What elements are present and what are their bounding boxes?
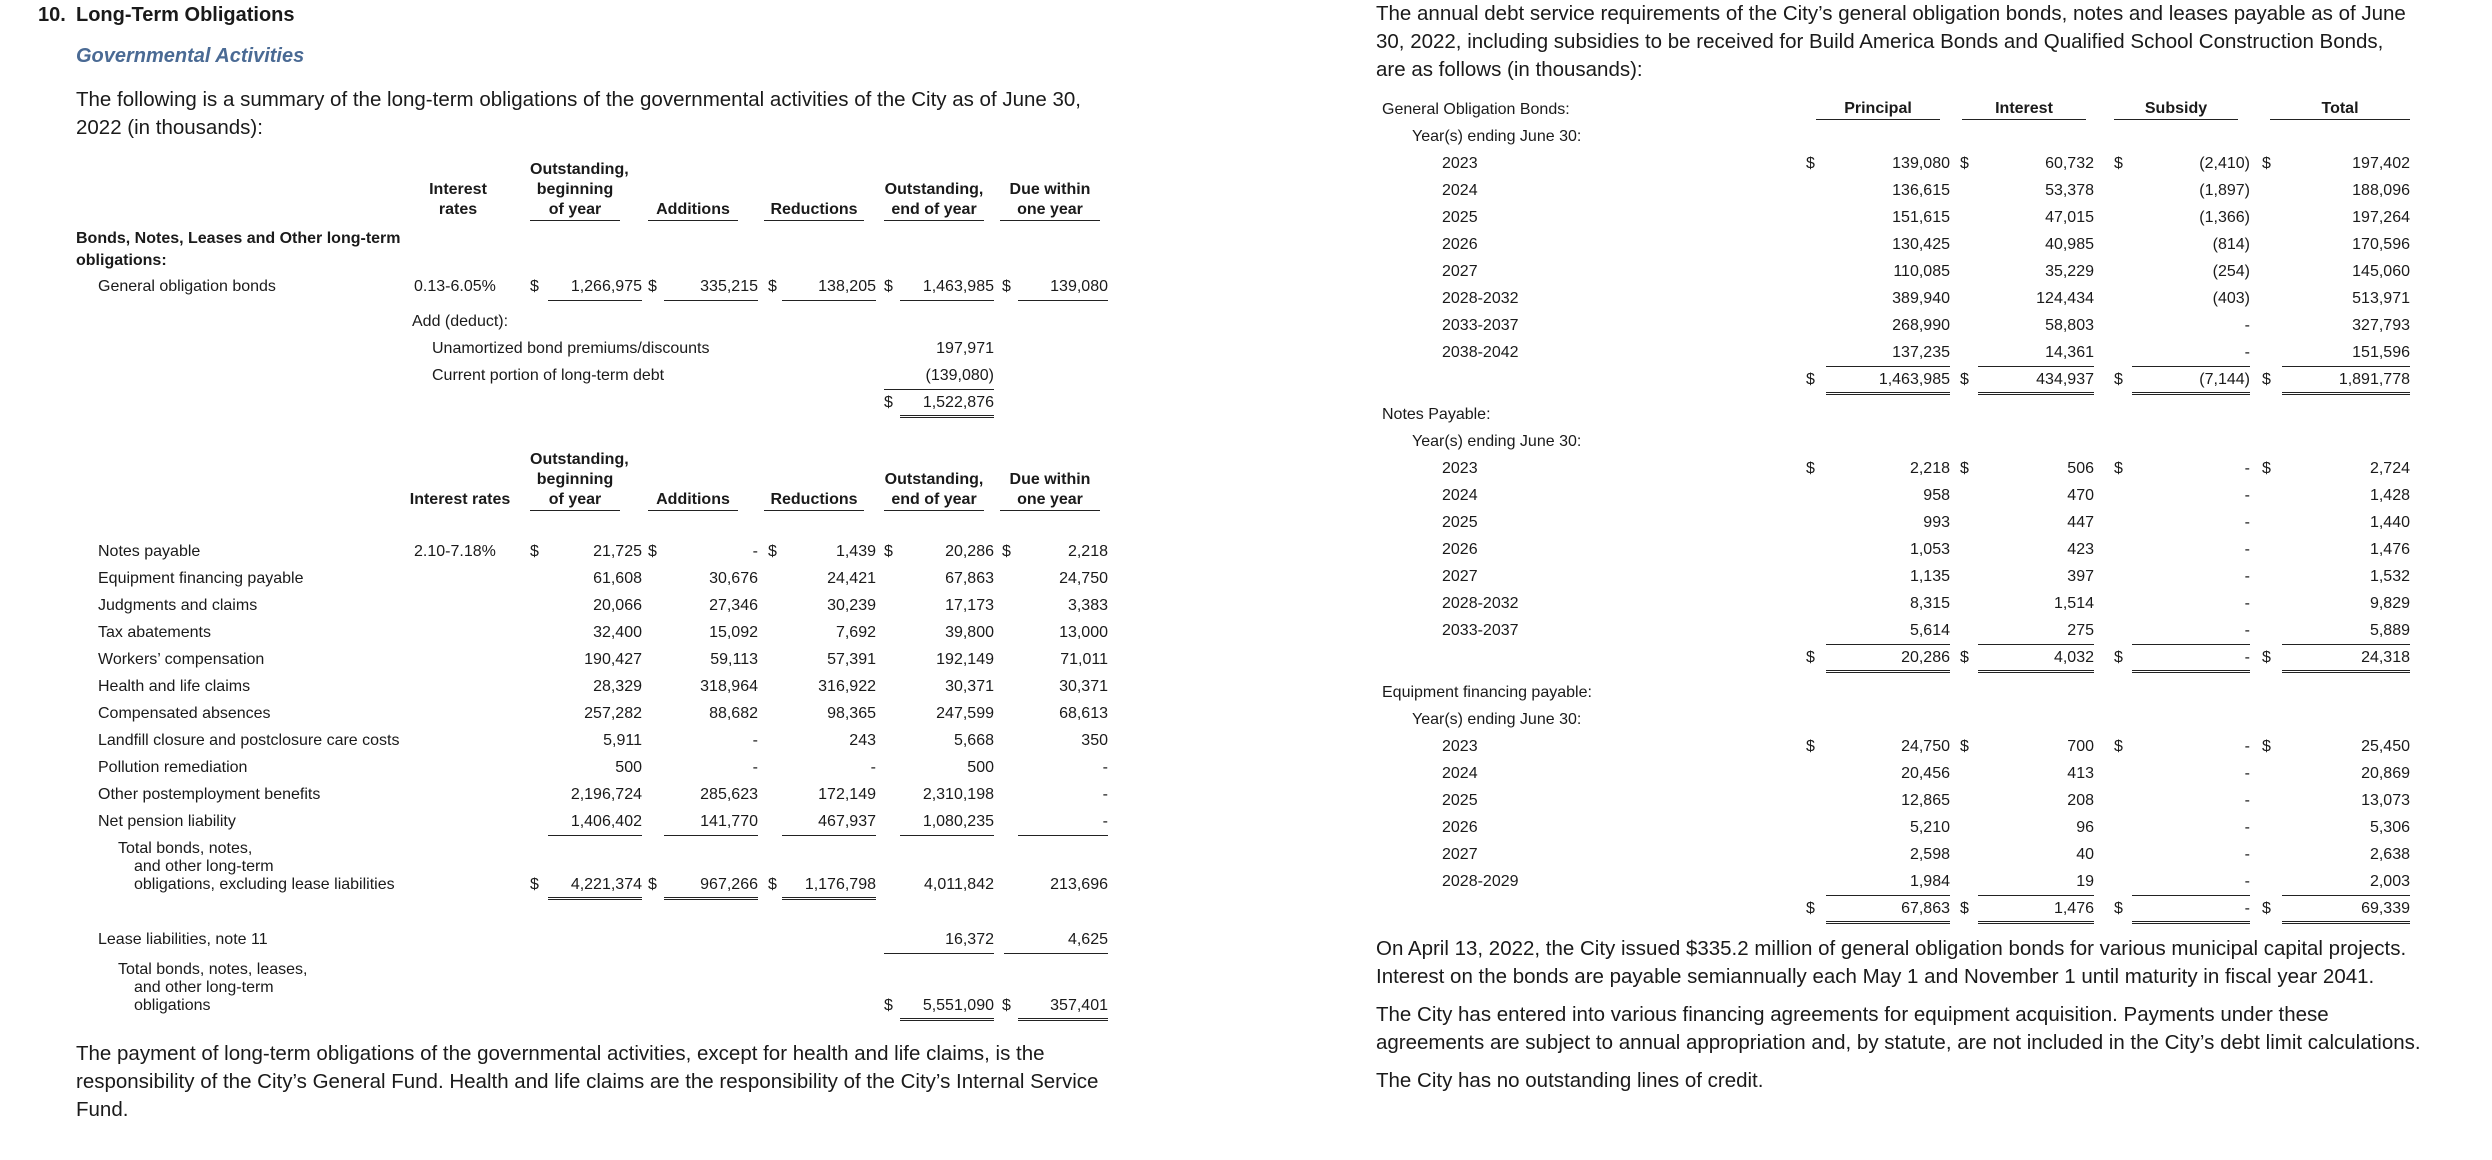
table-row-begin: 257,282 [584, 705, 642, 722]
schedule-interest: 397 [2067, 568, 2094, 585]
schedule-interest: 53,378 [2045, 182, 2094, 199]
premiums-value: 197,971 [936, 340, 994, 357]
right-intro: The annual debt service requirements of the City’s general obligation bonds, notes and leases payable as of June 30, 2022, including subsidies to be received for Build America Bonds and Qualified School Construction Bonds, are as follows (in thousands): [1376, 2, 2406, 81]
t1-header-reductions: Reductions [764, 200, 864, 221]
go-bonds-additions: 335,215 [664, 278, 758, 301]
total-excl-end: 4,011,842 [924, 876, 994, 893]
schedule-total: 188,096 [2352, 182, 2410, 199]
header-principal: Principal [1816, 99, 1940, 120]
schedule-principal: 110,085 [1893, 263, 1950, 280]
lease-end: 16,372 [884, 931, 994, 954]
schedule-total: 151,596 [2282, 344, 2410, 367]
schedule-total: 1,440 [2369, 514, 2410, 531]
add-deduct-label: Add (deduct): [412, 313, 509, 330]
table-row-begin: 500 [615, 759, 642, 776]
schedule-interest: 1,514 [2053, 595, 2094, 612]
table-row-begin: 61,608 [593, 570, 642, 587]
table-row-label: Pollution remediation [98, 759, 248, 776]
dollar-sign: $ [768, 278, 777, 295]
schedule-year: 2025 [1442, 209, 1478, 226]
schedule-total-total: 24,318 [2282, 649, 2410, 673]
schedule-subsidy: - [2132, 873, 2250, 896]
t2-header-reductions: Reductions [764, 490, 864, 511]
schedule-total-interest: 4,032 [1978, 649, 2094, 673]
schedule-interest: 423 [2067, 541, 2094, 558]
t1-header-rates: Interest rates [429, 181, 487, 218]
total-excl-begin: 4,221,374 [548, 876, 642, 900]
table-row-end: 500 [967, 759, 994, 776]
table-row-reductions: 57,391 [827, 651, 876, 668]
schedule-subsidy: (254) [2212, 263, 2250, 280]
dollar-sign: $ [2262, 649, 2271, 666]
total-excl-due: 213,696 [1050, 876, 1108, 893]
table-row-begin: 2,196,724 [570, 786, 642, 803]
schedule-year: 2028-2032 [1442, 290, 1519, 307]
schedule-interest: 700 [2067, 738, 2094, 755]
table-row-reductions: 24,421 [827, 570, 876, 587]
note-bond-issuance: On April 13, 2022, the City issued $335.2 million of general obligation bonds for various municipal capital projects. Interest on the bonds are payable semiannually each May 1 and November 1 until maturity in fiscal year 2041. [1376, 937, 2407, 988]
grand-total-end: 5,551,090 [900, 997, 994, 1021]
schedule-subsidy: - [2244, 460, 2250, 477]
schedule-year: 2025 [1442, 792, 1478, 809]
table-row-begin: 1,406,402 [548, 813, 642, 836]
schedule-subsidy: - [2244, 541, 2250, 558]
dollar-sign: $ [1960, 649, 1969, 666]
schedule-principal: 958 [1923, 487, 1950, 504]
schedule-subsidy: - [2244, 765, 2250, 782]
schedule-subsidy: - [2244, 792, 2250, 809]
schedule-subsidy: (1,366) [2199, 209, 2250, 226]
schedule-year-label: Year(s) ending June 30: [1412, 433, 1582, 450]
schedule-principal: 268,990 [1892, 317, 1950, 334]
schedule-principal: 993 [1923, 514, 1950, 531]
dollar-sign: $ [1960, 155, 1969, 172]
t1-header-due: Due within one year [1000, 180, 1100, 221]
schedule-interest: 47,015 [2045, 209, 2094, 226]
total-excl-label-1: Total bonds, notes, [118, 840, 253, 857]
schedule-principal: 151,615 [1892, 209, 1950, 226]
dollar-sign: $ [1806, 738, 1815, 755]
dollar-sign: $ [1806, 649, 1815, 666]
go-bonds-due: 139,080 [1018, 278, 1108, 301]
schedule-principal: 5,614 [1826, 622, 1950, 645]
table-row-end: 192,149 [936, 651, 994, 668]
schedule-principal: 139,080 [1892, 155, 1950, 172]
schedule-total-principal: 67,863 [1826, 900, 1950, 924]
table-row-label: Notes payable [98, 543, 201, 560]
schedule-interest: 275 [1978, 622, 2094, 645]
schedule-total-principal: 20,286 [1826, 649, 1950, 673]
schedule-subsidy: (1,897) [2199, 182, 2250, 199]
table-row-label: Other postemployment benefits [98, 786, 321, 803]
go-bonds-reductions: 138,205 [782, 278, 876, 301]
go-bonds-rate: 0.13-6.05% [414, 278, 496, 295]
table-row-additions: 318,964 [700, 678, 758, 695]
grand-total-label-1: Total bonds, notes, leases, [118, 961, 308, 978]
table-row-additions: 285,623 [700, 786, 758, 803]
schedule-principal: 1,135 [1909, 568, 1950, 585]
schedule-principal: 5,210 [1909, 819, 1950, 836]
schedule-total: 197,264 [2352, 209, 2410, 226]
table-row-label: Workers’ compensation [98, 651, 265, 668]
table-row-rate: 2.10-7.18% [414, 543, 496, 560]
dollar-sign: $ [2114, 155, 2123, 172]
schedule-year: 2038-2042 [1442, 344, 1519, 361]
dollar-sign: $ [2114, 738, 2123, 755]
table-row-label: Health and life claims [98, 678, 251, 695]
table-row-label: Judgments and claims [98, 597, 258, 614]
table-row-label: Compensated absences [98, 705, 271, 722]
dollar-sign: $ [648, 543, 657, 560]
schedule-subsidy: - [2244, 317, 2250, 334]
schedule-total: 20,869 [2361, 765, 2410, 782]
header-total: Total [2270, 99, 2410, 120]
schedule-year: 2023 [1442, 460, 1478, 477]
schedule-interest: 40,985 [2045, 236, 2094, 253]
schedule-principal: 136,615 [1892, 182, 1950, 199]
section-number: 10. [38, 4, 66, 26]
schedule-total-subsidy: - [2132, 649, 2250, 673]
table-row-additions: 30,676 [709, 570, 758, 587]
table-row-reductions: 467,937 [782, 813, 876, 836]
schedule-principal: 2,218 [1909, 460, 1950, 477]
dollar-sign: $ [1806, 900, 1815, 917]
total-excl-label-3: obligations, excluding lease liabilities [134, 876, 395, 893]
schedule-year-label: Year(s) ending June 30: [1412, 711, 1582, 728]
schedule-total: 5,889 [2282, 622, 2410, 645]
schedule-subsidy: (403) [2212, 290, 2250, 307]
dollar-sign: $ [2262, 900, 2271, 917]
table-row-due: 71,011 [1060, 651, 1108, 668]
dollar-sign: $ [2262, 371, 2271, 388]
total-excl-additions: 967,266 [664, 876, 758, 900]
table-row-due: - [1018, 813, 1108, 836]
current-portion-label: Current portion of long-term debt [432, 367, 665, 384]
t2-header-additions: Additions [648, 490, 738, 511]
schedule-section-title: Equipment financing payable: [1382, 684, 1592, 701]
schedule-year: 2026 [1442, 819, 1478, 836]
schedule-subsidy: (814) [2212, 236, 2250, 253]
schedule-subsidy: - [2244, 487, 2250, 504]
header-interest: Interest [1962, 99, 2086, 120]
table-row-reductions: 30,239 [827, 597, 876, 614]
table-row-begin: 190,427 [584, 651, 642, 668]
schedule-section-title: General Obligation Bonds: [1382, 101, 1570, 118]
schedule-total: 1,476 [2369, 541, 2410, 558]
schedule-total: 513,971 [2352, 290, 2410, 307]
table-row-begin: 28,329 [593, 678, 642, 695]
dollar-sign: $ [1960, 460, 1969, 477]
table-row-begin: 20,066 [593, 597, 642, 614]
grand-total-label-2: and other long-term [134, 979, 274, 996]
schedule-total: 13,073 [2361, 792, 2410, 809]
dollar-sign: $ [1960, 738, 1969, 755]
schedule-year: 2027 [1442, 846, 1478, 863]
t2-header-rates: Interest rates [409, 491, 511, 508]
schedule-subsidy: - [2244, 846, 2250, 863]
schedule-principal: 1,053 [1909, 541, 1950, 558]
dollar-sign: $ [884, 278, 893, 295]
schedule-total: 170,596 [2352, 236, 2410, 253]
schedule-year: 2033-2037 [1442, 622, 1519, 639]
table-row-reductions: 316,922 [818, 678, 876, 695]
table-row-due: 3,383 [1067, 597, 1108, 614]
dollar-sign: $ [2114, 460, 2123, 477]
dollar-sign: $ [648, 876, 657, 893]
t1-header-begin: Outstanding, beginning of year [530, 160, 620, 221]
table-row-end: 5,668 [953, 732, 994, 749]
dollar-sign: $ [2262, 460, 2271, 477]
section-title: Long-Term Obligations [76, 4, 295, 26]
table-row-label: Equipment financing payable [98, 570, 304, 587]
schedule-principal: 24,750 [1901, 738, 1950, 755]
table-row-begin: 21,725 [593, 543, 642, 560]
schedule-interest: 60,732 [2045, 155, 2094, 172]
schedule-total: 1,532 [2369, 568, 2410, 585]
go-bonds-begin: 1,266,975 [548, 278, 642, 301]
schedule-principal: 1,984 [1826, 873, 1950, 896]
lease-due: 4,625 [1004, 931, 1108, 954]
table-row-label: Tax abatements [98, 624, 211, 641]
table-row-due: 350 [1081, 732, 1108, 749]
schedule-year: 2033-2037 [1442, 317, 1519, 334]
current-portion-value: (139,080) [884, 367, 994, 390]
dollar-sign: $ [530, 278, 539, 295]
table-row-end: 39,800 [945, 624, 994, 641]
dollar-sign: $ [1002, 997, 1011, 1014]
note-financing-agreements: The City has entered into various financing agreements for equipment acquisition. Payments under these agreements are subject to annual appropriation and, by statute, are not included in the City’s debt limit calculations. [1376, 1003, 2421, 1054]
schedule-total: 2,003 [2282, 873, 2410, 896]
schedule-total-interest: 1,476 [1978, 900, 2094, 924]
schedule-principal: 2,598 [1909, 846, 1950, 863]
dollar-sign: $ [884, 997, 893, 1014]
t1-header-additions: Additions [648, 200, 738, 221]
table-row-additions: - [752, 543, 758, 560]
schedule-subsidy: - [2132, 344, 2250, 367]
dollar-sign: $ [1960, 371, 1969, 388]
schedule-total-total: 1,891,778 [2282, 371, 2410, 395]
dollar-sign: $ [2262, 155, 2271, 172]
dollar-sign: $ [2262, 738, 2271, 755]
schedule-total: 145,060 [2352, 263, 2410, 280]
schedule-principal: 8,315 [1909, 595, 1950, 612]
schedule-year: 2023 [1442, 738, 1478, 755]
dollar-sign: $ [1002, 543, 1011, 560]
schedule-year: 2028-2032 [1442, 595, 1519, 612]
dollar-sign: $ [2114, 900, 2123, 917]
schedule-interest: 19 [1978, 873, 2094, 896]
schedule-year: 2028-2029 [1442, 873, 1519, 890]
table-row-additions: 141,770 [664, 813, 758, 836]
table-row-reductions: 172,149 [818, 786, 876, 803]
dollar-sign: $ [1806, 371, 1815, 388]
schedule-principal: 137,235 [1826, 344, 1950, 367]
net-total-value: 1,522,876 [900, 394, 994, 418]
schedule-year: 2024 [1442, 182, 1478, 199]
table-row-due: 30,371 [1059, 678, 1108, 695]
schedule-interest: 470 [2067, 487, 2094, 504]
schedule-interest: 58,803 [2045, 317, 2094, 334]
total-excl-label-2: and other long-term [134, 858, 274, 875]
schedule-total: 197,402 [2352, 155, 2410, 172]
schedule-principal: 389,940 [1892, 290, 1950, 307]
table-row-label: Landfill closure and postclosure care costs [98, 732, 400, 749]
table-row-end: 2,310,198 [922, 786, 994, 803]
table-row-additions: 27,346 [709, 597, 758, 614]
table-row-reductions: 7,692 [835, 624, 876, 641]
schedule-year: 2024 [1442, 487, 1478, 504]
schedule-principal: 130,425 [1892, 236, 1950, 253]
dollar-sign: $ [648, 278, 657, 295]
schedule-year-label: Year(s) ending June 30: [1412, 128, 1582, 145]
table-row-label: Net pension liability [98, 813, 236, 830]
schedule-principal: 12,865 [1901, 792, 1950, 809]
schedule-section-title: Notes Payable: [1382, 406, 1491, 423]
dollar-sign: $ [1002, 278, 1011, 295]
dollar-sign: $ [884, 394, 893, 411]
lease-label: Lease liabilities, note 11 [98, 931, 268, 948]
t1-header-end: Outstanding, end of year [884, 180, 984, 221]
t2-header-due: Due within one year [1000, 470, 1100, 511]
table-row-additions: - [752, 759, 758, 776]
section-subtitle: Governmental Activities [76, 45, 305, 67]
schedule-subsidy: - [2244, 595, 2250, 612]
note-lines-of-credit: The City has no outstanding lines of credit. [1376, 1069, 1764, 1092]
schedule-interest: 14,361 [1978, 344, 2094, 367]
table-row-additions: 59,113 [710, 651, 758, 668]
schedule-year: 2024 [1442, 765, 1478, 782]
dollar-sign: $ [2114, 371, 2123, 388]
header-subsidy: Subsidy [2114, 99, 2238, 120]
schedule-total: 5,306 [2369, 819, 2410, 836]
schedule-subsidy: - [2244, 568, 2250, 585]
schedule-interest: 124,434 [2036, 290, 2094, 307]
t2-header-begin: Outstanding, beginning of year [530, 450, 620, 511]
schedule-interest: 447 [2067, 514, 2094, 531]
schedule-interest: 35,229 [2045, 263, 2094, 280]
dollar-sign: $ [530, 876, 539, 893]
go-bonds-label: General obligation bonds [98, 278, 276, 295]
schedule-year: 2026 [1442, 541, 1478, 558]
total-excl-reductions: 1,176,798 [782, 876, 876, 900]
table-row-begin: 32,400 [593, 624, 642, 641]
table-row-end: 1,080,235 [900, 813, 994, 836]
dollar-sign: $ [768, 876, 777, 893]
schedule-year: 2023 [1442, 155, 1478, 172]
schedule-total: 2,724 [2369, 460, 2410, 477]
table-row-reductions: 98,365 [827, 705, 876, 722]
table-row-end: 247,599 [936, 705, 994, 722]
t2-header-end: Outstanding, end of year [884, 470, 984, 511]
schedule-subsidy: (2,410) [2199, 155, 2250, 172]
dollar-sign: $ [1806, 460, 1815, 477]
table-row-additions: 88,682 [709, 705, 758, 722]
schedule-total-subsidy: - [2132, 900, 2250, 924]
schedule-total: 9,829 [2369, 595, 2410, 612]
dollar-sign: $ [884, 543, 893, 560]
dollar-sign: $ [2114, 649, 2123, 666]
table-row-additions: 15,092 [709, 624, 758, 641]
t1-group-label: Bonds, Notes, Leases and Other long-term obligations: [76, 230, 401, 269]
table-row-end: 17,173 [945, 597, 994, 614]
schedule-principal: 20,456 [1901, 765, 1950, 782]
schedule-subsidy: - [2244, 514, 2250, 531]
table-row-due: 2,218 [1067, 543, 1108, 560]
schedule-total: 1,428 [2369, 487, 2410, 504]
schedule-interest: 413 [2067, 765, 2094, 782]
schedule-year: 2027 [1442, 568, 1478, 585]
schedule-year: 2026 [1442, 236, 1478, 253]
schedule-interest: 506 [2067, 460, 2094, 477]
table-row-reductions: 243 [849, 732, 876, 749]
schedule-interest: 40 [2076, 846, 2094, 863]
schedule-total-principal: 1,463,985 [1826, 371, 1950, 395]
go-bonds-end: 1,463,985 [900, 278, 994, 301]
dollar-sign: $ [768, 543, 777, 560]
premiums-label: Unamortized bond premiums/discounts [432, 340, 710, 357]
schedule-total: 327,793 [2352, 317, 2410, 334]
schedule-interest: 96 [2076, 819, 2094, 836]
schedule-total-subsidy: (7,144) [2132, 371, 2250, 395]
left-closing-paragraph: The payment of long-term obligations of the governmental activities, except for health and life claims, is the responsibility of the City’s General Fund. Health and life claims are the responsibility of the City’s Internal Service Fund. [76, 1042, 1099, 1121]
dollar-sign: $ [1806, 155, 1815, 172]
table-row-additions: - [752, 732, 758, 749]
schedule-total-interest: 434,937 [1978, 371, 2094, 395]
table-row-due: 68,613 [1059, 705, 1108, 722]
left-intro: The following is a summary of the long-term obligations of the governmental activities of the City as of June 30, 2022 (in thousands): [76, 88, 1082, 139]
table-row-end: 20,286 [945, 543, 994, 560]
table-row-begin: 5,911 [603, 732, 642, 749]
table-row-reductions: 1,439 [835, 543, 876, 560]
table-row-due: - [1102, 759, 1108, 776]
schedule-year: 2027 [1442, 263, 1478, 280]
schedule-subsidy: - [2244, 819, 2250, 836]
table-row-due: - [1102, 786, 1108, 803]
dollar-sign: $ [1960, 900, 1969, 917]
table-row-due: 13,000 [1059, 624, 1108, 641]
table-row-end: 30,371 [945, 678, 994, 695]
schedule-total-total: 69,339 [2282, 900, 2410, 924]
table-row-reductions: - [870, 759, 876, 776]
table-row-end: 67,863 [945, 570, 994, 587]
schedule-year: 2025 [1442, 514, 1478, 531]
table-row-due: 24,750 [1059, 570, 1108, 587]
grand-total-due: 357,401 [1018, 997, 1108, 1021]
schedule-total: 2,638 [2369, 846, 2410, 863]
schedule-total: 25,450 [2361, 738, 2410, 755]
schedule-subsidy: - [2132, 622, 2250, 645]
schedule-subsidy: - [2244, 738, 2250, 755]
dollar-sign: $ [530, 543, 539, 560]
grand-total-label-3: obligations [134, 997, 211, 1014]
schedule-interest: 208 [2067, 792, 2094, 809]
